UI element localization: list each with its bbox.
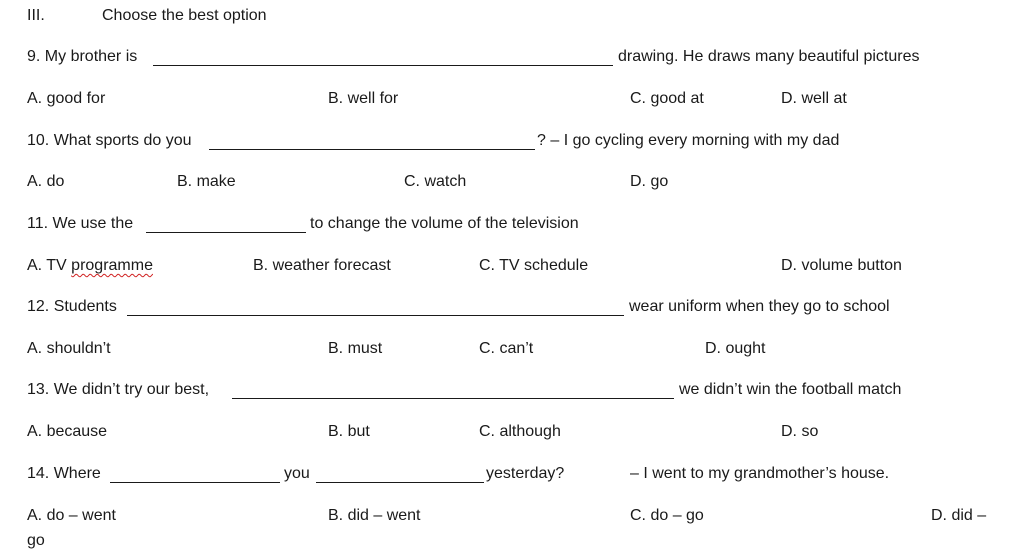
question-11-option-b: B. weather forecast bbox=[253, 257, 391, 274]
question-14-tail: yesterday? bbox=[486, 465, 565, 482]
question-12-blank bbox=[127, 315, 624, 316]
question-13-option-a: A. because bbox=[27, 423, 108, 440]
question-14-option-d-wrap: go bbox=[27, 532, 45, 549]
question-9-option-c: C. good at bbox=[630, 90, 704, 107]
question-10-option-d: D. go bbox=[630, 173, 669, 190]
question-10-text: 10. What sports do you bbox=[27, 132, 192, 149]
question-13-option-b: B. but bbox=[328, 423, 370, 440]
question-10-blank bbox=[209, 149, 535, 150]
question-14-blank-2 bbox=[316, 482, 484, 483]
question-9-option-b: B. well for bbox=[328, 90, 399, 107]
question-14-middle: you bbox=[284, 465, 310, 482]
question-11-option-a bbox=[27, 256, 153, 276]
question-11-option-a-label: A. TV bbox=[27, 257, 67, 274]
question-12-tail: wear uniform when they go to school bbox=[629, 298, 890, 315]
question-12-option-a: A. shouldn’t bbox=[27, 340, 111, 357]
question-13-text: 13. We didn’t try our best, bbox=[27, 381, 210, 398]
question-11-tail: to change the volume of the television bbox=[310, 215, 579, 232]
question-9-text: 9. My brother is bbox=[27, 48, 138, 65]
question-12-text: 12. Students bbox=[27, 298, 117, 315]
question-9-option-a: A. good for bbox=[27, 90, 106, 107]
question-14-blank-1 bbox=[110, 482, 280, 483]
question-13-option-d: D. so bbox=[781, 423, 819, 440]
spellcheck-flagged-word: programme bbox=[71, 257, 153, 274]
question-14-option-b: B. did – went bbox=[328, 507, 421, 524]
question-14-option-c: C. do – go bbox=[630, 507, 704, 524]
question-14-answer: – I went to my grandmother’s house. bbox=[630, 465, 890, 482]
question-14-option-d: D. did – bbox=[931, 507, 987, 524]
question-14-text: 14. Where bbox=[27, 465, 101, 482]
question-12-option-b: B. must bbox=[328, 340, 383, 357]
question-11-option-d: D. volume button bbox=[781, 257, 902, 274]
question-11-blank bbox=[146, 232, 306, 233]
question-12-option-d: D. ought bbox=[705, 340, 766, 357]
question-13-blank bbox=[232, 398, 674, 399]
question-11-option-c: C. TV schedule bbox=[479, 257, 589, 274]
question-13-tail: we didn’t win the football match bbox=[679, 381, 902, 398]
section-number: III. bbox=[27, 7, 45, 24]
question-12-option-c: C. can’t bbox=[479, 340, 534, 357]
question-14-option-a: A. do – went bbox=[27, 507, 116, 524]
question-10-option-c: C. watch bbox=[404, 173, 467, 190]
question-10-option-a: A. do bbox=[27, 173, 65, 190]
question-9-blank bbox=[153, 65, 613, 66]
question-11-text: 11. We use the bbox=[27, 215, 134, 232]
question-9-option-d: D. well at bbox=[781, 90, 847, 107]
question-10-option-b: B. make bbox=[177, 173, 236, 190]
section-instruction: Choose the best option bbox=[102, 7, 267, 24]
question-13-option-c: C. although bbox=[479, 423, 561, 440]
question-9-tail: drawing. He draws many beautiful pictures bbox=[618, 48, 920, 65]
question-10-tail: ? – I go cycling every morning with my dad bbox=[537, 132, 840, 149]
